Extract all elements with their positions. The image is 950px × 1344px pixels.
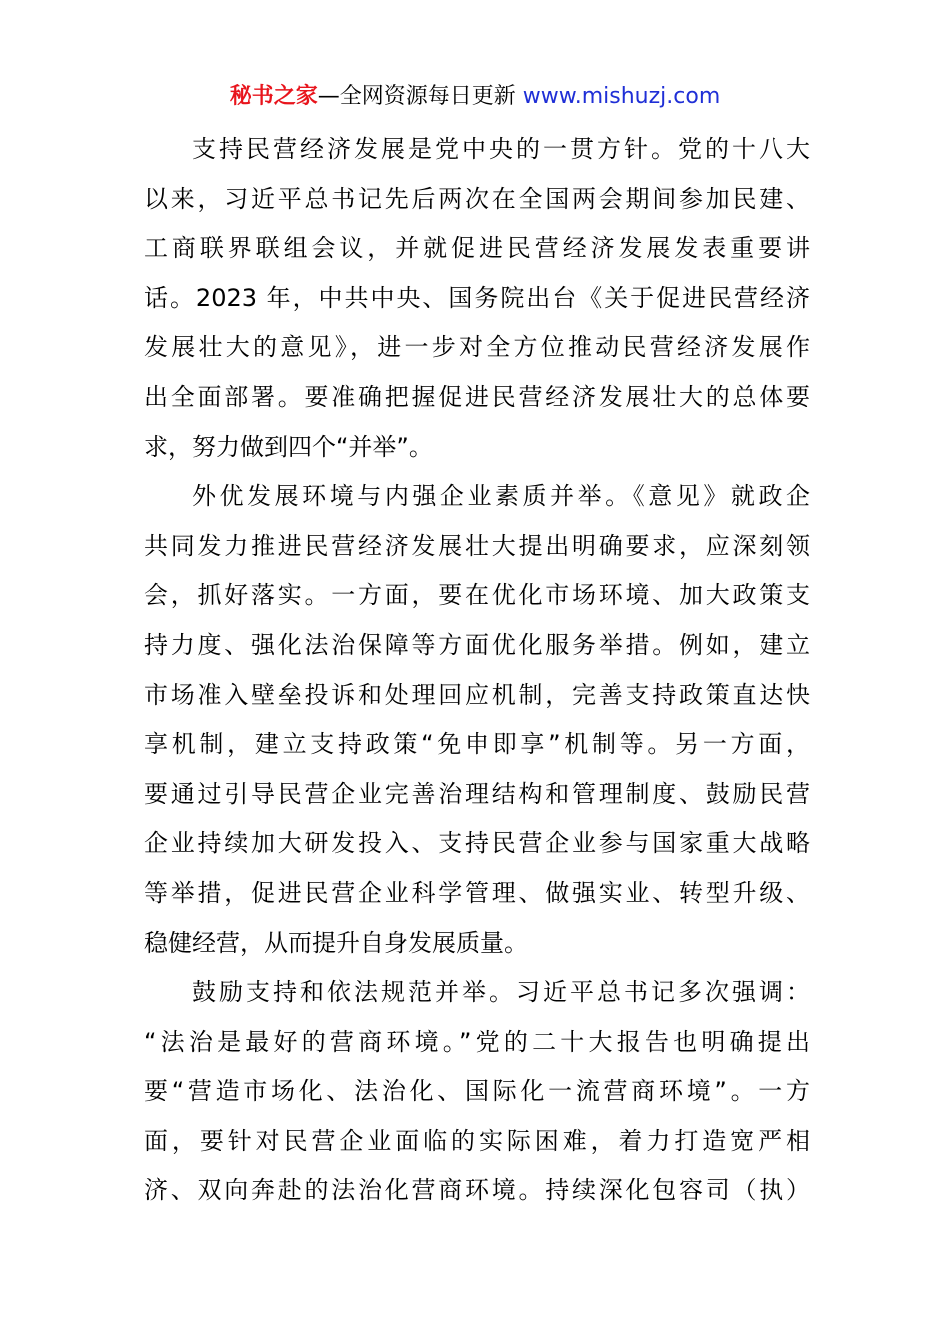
text-line: 要“营造市场化、法治化、国际化一流营商环境”。一方 — [144, 1077, 810, 1106]
text-line: 济、双向奔赴的法治化营商环境。持续深化包容司（执） — [144, 1176, 810, 1205]
text-line: 工商联界联组会议，并就促进民营经济发展发表重要讲 — [144, 234, 810, 263]
text-line: 求，努力做到四个“并举”。 — [144, 432, 433, 461]
text-line: 会，抓好落实。一方面，要在优化市场环境、加大政策支 — [144, 581, 810, 610]
site-header — [0, 82, 950, 112]
text-line: 要通过引导民营企业完善治理结构和管理制度、鼓励民营 — [144, 779, 810, 808]
site-brand: 秘书之家 — [229, 84, 318, 109]
text-line: 共同发力推进民营经济发展壮大提出明确要求，应深刻领 — [144, 531, 810, 560]
paragraph-1 — [144, 125, 810, 472]
site-tagline: —全网资源每日更新 — [317, 84, 523, 109]
text-line: 发展壮大的意见》，进一步对全方位推动民营经济发展作 — [144, 333, 810, 362]
text-line: 以来，习近平总书记先后两次在全国两会期间参加民建、 — [144, 184, 810, 213]
text-line: 企业持续加大研发投入、支持民营企业参与国家重大战略 — [144, 829, 810, 858]
site-url-link[interactable]: www.mishuzj.com — [522, 84, 721, 109]
paragraph-3 — [144, 968, 810, 1216]
text-line: 市场准入壁垒投诉和处理回应机制，完善支持政策直达快 — [144, 680, 810, 709]
text-line: 持力度、强化法治保障等方面优化服务举措。例如，建立 — [144, 630, 810, 659]
document-body — [144, 125, 810, 1216]
text-line: 等举措，促进民营企业科学管理、做强实业、转型升级、 — [144, 878, 810, 907]
text-line: 话。2023 年，中共中央、国务院出台《关于促进民营经济 — [144, 283, 810, 312]
text-line: 面，要针对民营企业面临的实际困难，着力打造宽严相 — [144, 1126, 810, 1155]
text-line: 鼓励支持和依法规范并举。习近平总书记多次强调： — [192, 978, 810, 1007]
text-line: 稳健经营，从而提升自身发展质量。 — [144, 928, 528, 957]
text-line: 享机制，建立支持政策“免申即享”机制等。另一方面， — [144, 730, 810, 759]
text-line: 支持民营经济发展是党中央的一贯方针。党的十八大 — [192, 135, 810, 163]
text-line: 外优发展环境与内强企业素质并举。《意见》就政企 — [192, 482, 810, 511]
text-line: “法治是最好的营商环境。”党的二十大报告也明确提出 — [144, 1027, 810, 1056]
paragraph-2 — [144, 472, 810, 968]
text-line: 出全面部署。要准确把握促进民营经济发展壮大的总体要 — [144, 382, 810, 411]
